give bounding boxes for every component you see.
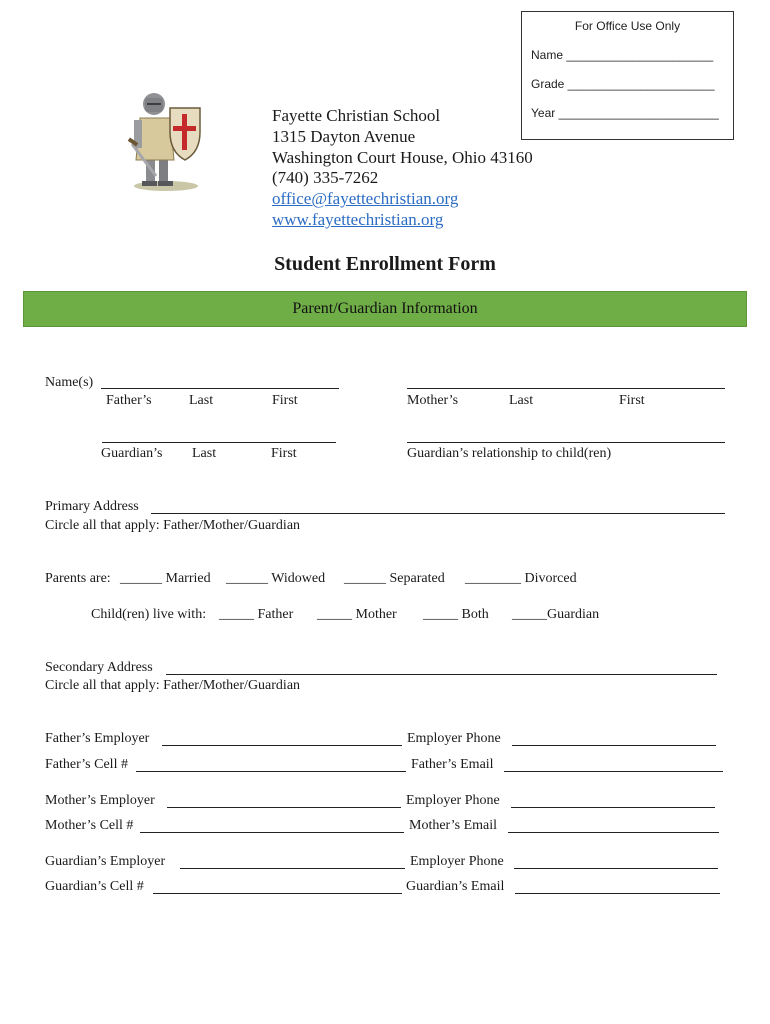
father-cell-line[interactable] [136,771,406,772]
father-first-caption: First [272,393,298,408]
primary-address-line[interactable] [151,513,725,514]
father-employer-label: Father’s Employer [45,731,150,746]
live-mother-option[interactable]: _____ Mother [317,607,397,622]
school-website-link[interactable]: www.fayettechristian.org [272,209,444,229]
father-email-line[interactable] [504,771,723,772]
knight-logo-icon [126,84,208,192]
school-city: Washington Court House, Ohio 43160 [272,147,533,167]
guardian-employer-phone-line[interactable] [514,868,718,869]
father-name-line[interactable] [101,388,339,389]
guardian-employer-phone-label: Employer Phone [410,854,504,869]
guardian-name-line[interactable] [102,442,336,443]
father-last-caption: Last [189,393,214,408]
mother-cell-line[interactable] [140,832,404,833]
school-name: Fayette Christian School [272,106,441,125]
children-live-label: Child(ren) live with: [91,607,207,622]
guardian-relationship-line[interactable] [407,442,725,443]
live-both-option[interactable]: _____ Both [423,607,489,622]
separated-option[interactable]: ______ Separated [344,571,445,586]
mother-last-caption: Last [509,393,534,408]
mothers-caption: Mother’s [407,393,459,408]
mother-employer-phone-line[interactable] [511,807,715,808]
father-cell-label: Father’s Cell # [45,757,128,772]
guardian-employer-label: Guardian’s Employer [45,854,166,869]
school-address-block [272,106,533,231]
guardians-caption: Guardian’s [101,446,163,461]
office-name-field[interactable]: Name ______________________ [531,48,714,62]
father-employer-line[interactable] [162,745,402,746]
father-employer-phone-label: Employer Phone [407,731,501,746]
mother-name-line[interactable] [407,388,725,389]
father-email-label: Father’s Email [411,757,494,772]
secondary-address-circle-note: Circle all that apply: Father/Mother/Guardian [45,678,301,693]
mother-cell-label: Mother’s Cell # [45,818,134,833]
live-guardian-option[interactable]: _____Guardian [512,607,600,622]
guardian-cell-line[interactable] [153,893,402,894]
guardian-email-line[interactable] [515,893,720,894]
live-father-option[interactable]: _____ Father [219,607,294,622]
form-title: Student Enrollment Form [274,253,496,275]
secondary-address-line[interactable] [166,674,717,675]
parents-are-label: Parents are: [45,571,111,586]
divorced-option[interactable]: ________ Divorced [465,571,577,586]
school-email-link[interactable]: office@fayettechristian.org [272,189,459,209]
school-street: 1315 Dayton Avenue [272,126,416,146]
widowed-option[interactable]: ______ Widowed [226,571,326,586]
section-header-parent-guardian: Parent/Guardian Information [23,291,747,327]
mother-first-caption: First [619,393,645,408]
father-employer-phone-line[interactable] [512,745,716,746]
mother-employer-line[interactable] [167,807,401,808]
mother-email-line[interactable] [508,832,719,833]
fathers-caption: Father’s [106,393,152,408]
office-grade-field[interactable]: Grade ______________________ [531,77,715,91]
guardian-relationship-caption: Guardian’s relationship to child(ren) [407,446,612,461]
office-use-title: For Office Use Only [574,19,681,33]
guardian-cell-label: Guardian’s Cell # [45,879,144,894]
guardian-employer-line[interactable] [180,868,405,869]
secondary-address-label: Secondary Address [45,660,153,675]
names-label: Name(s) [45,375,94,390]
mother-employer-phone-label: Employer Phone [406,793,500,808]
school-phone: (740) 335-7262 [272,168,379,188]
guardian-first-caption: First [271,446,297,461]
primary-address-label: Primary Address [45,499,139,514]
guardian-last-caption: Last [192,446,217,461]
guardian-email-label: Guardian’s Email [406,879,505,894]
mother-email-label: Mother’s Email [409,818,498,833]
office-use-box [521,11,734,140]
mother-employer-label: Mother’s Employer [45,793,155,808]
primary-address-circle-note: Circle all that apply: Father/Mother/Guardian [45,518,301,533]
married-option[interactable]: ______ Married [120,571,211,586]
office-year-field[interactable]: Year ________________________ [531,106,719,120]
